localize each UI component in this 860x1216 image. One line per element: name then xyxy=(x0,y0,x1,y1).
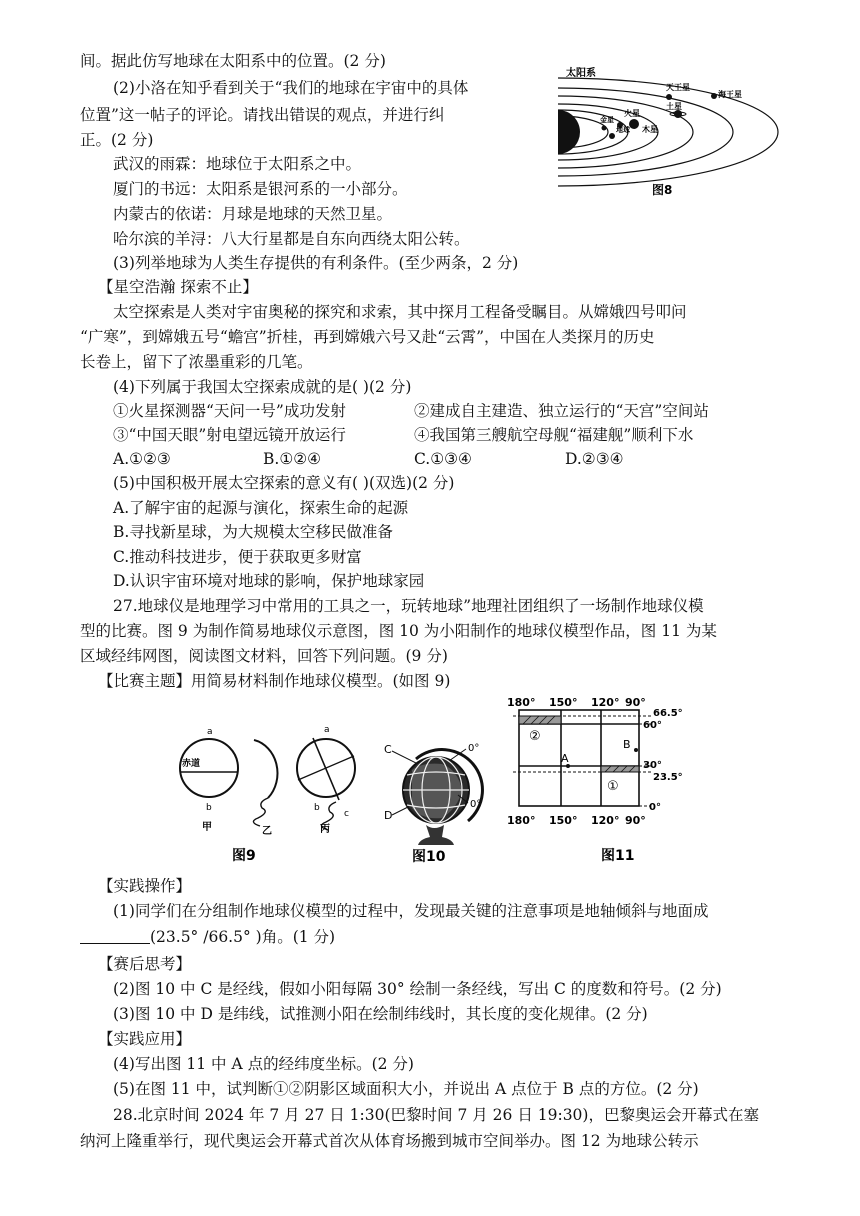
text-line: 位置”这一帖子的评论。请找出错误的观点，并进行纠 xyxy=(80,106,445,124)
fig9-c-label: c xyxy=(344,809,349,819)
fig10-zero-bottom: 0° xyxy=(470,799,482,810)
section-heading: 【星空浩瀚 探索不止】 xyxy=(98,278,258,296)
paragraph-line: 型的比赛。图 9 为制作简易地球仪示意图，图 10 为小阳制作的地球仪模型作品，图 11 为某 xyxy=(80,622,717,640)
choice-d: D.认识宇宙环境对地球的影响，保护地球家园 xyxy=(113,572,425,590)
fig9-pole-a-2: a xyxy=(324,725,330,735)
question-3: (3)列举地球为人类生存提供的有利条件。(至少两条，2 分) xyxy=(113,254,519,272)
fig11-lat-60: 60° xyxy=(643,720,662,731)
paragraph-line: 区域经纬网图，阅读图文材料，回答下列问题。(9 分) xyxy=(80,647,448,665)
section-heading: 【实践应用】 xyxy=(98,1030,192,1048)
question-2: (2)图 10 中 C 是经线，假如小阳每隔 30° 绘制一条经线，写出 C 的度数和符号。(2 分) xyxy=(113,980,722,998)
fig9-equator-label: 赤道 xyxy=(182,759,201,769)
fig11-top-lon-120: 120° xyxy=(591,696,620,709)
label-jupiter: 木星 xyxy=(642,125,658,134)
choice-c: C.①③④ xyxy=(414,450,472,468)
option-item: ①火星探测器“天问一号”成功发射 xyxy=(113,402,346,420)
option-item: ②建成自主建造、独立运行的“天宫”空间站 xyxy=(414,402,709,420)
label-saturn: 土星 xyxy=(666,102,682,111)
fig10-label-D: D xyxy=(384,809,393,822)
choice-a: A.了解宇宙的起源与演化，探索生命的起源 xyxy=(113,499,409,517)
label-earth: 地球 xyxy=(616,126,630,134)
comment-neimenggu: 内蒙古的依诺：月球是地球的天然卫星。 xyxy=(113,205,393,223)
fig11-bottom-lon-150: 150° xyxy=(549,814,578,827)
fig10-caption: 图10 xyxy=(412,849,446,865)
fig11-label-A: A xyxy=(561,752,569,765)
fig11-top-lon-150: 150° xyxy=(549,696,578,709)
fig11-bottom-lon-120: 120° xyxy=(591,814,620,827)
choice-b: B.①②④ xyxy=(263,450,322,468)
fig11-bottom-lon-90: 90° xyxy=(625,814,646,827)
comment-wuhan: 武汉的雨霖：地球位于太阳系之中。 xyxy=(113,155,362,173)
fig10-label-C: C xyxy=(384,743,392,756)
choice-a: A.①②③ xyxy=(113,450,171,468)
label-venus: 金星 xyxy=(600,116,614,124)
fig10-zero-top: 0° xyxy=(468,743,480,754)
figure-9-globe-making xyxy=(176,720,376,865)
question-2: (2)小洛在知乎看到关于“我们的地球在宇宙中的具体 xyxy=(113,79,469,97)
text-line: 正。(2 分) xyxy=(80,131,154,149)
fig9-pole-b: b xyxy=(206,803,212,813)
choice-c: C.推动科技进步，便于获取更多财富 xyxy=(113,548,362,566)
fig8-caption: 图8 xyxy=(652,183,673,197)
paragraph-line: 太空探索是人类对宇宙奥秘的探究和求索，其中探月工程备受瞩目。从嫦娥四号叩问 xyxy=(113,303,687,321)
question-28: 28.北京时间 2024 年 7 月 27 日 1:30(巴黎时间 7 月 26 日 19:30)，巴黎奥运会开幕式在塞 xyxy=(113,1106,759,1124)
shaded-region-1 xyxy=(601,766,639,772)
point-B xyxy=(634,748,638,752)
fig11-lat-30: 30° xyxy=(643,760,662,771)
choice-b: B.寻找新星球，为大规模太空移民做准备 xyxy=(113,523,393,541)
fig11-top-lon-90: 90° xyxy=(625,696,646,709)
fig11-lat-66-5: 66.5° xyxy=(653,708,683,719)
label-mars: 火星 xyxy=(624,109,640,118)
angle-options: (23.5° /66.5° )角。(1 分) xyxy=(150,928,336,946)
comment-harbin: 哈尔滨的羊浔：八大行星都是自东向西绕太阳公转。 xyxy=(113,230,470,248)
label-neptune: 海王星 xyxy=(718,90,742,99)
question-5: (5)在图 11 中，试判断①②阴影区域面积大小，并说出 A 点位于 B 点的方位。(2 分) xyxy=(113,1080,699,1098)
question-1: (1)同学们在分组制作地球仪模型的过程中，发现最关键的注意事项是地轴倾斜与地面成 xyxy=(113,902,709,920)
figure-10-globe-model xyxy=(376,735,491,865)
option-item: ④我国第三艘航空母舰“福建舰”顺利下水 xyxy=(414,426,694,444)
fig11-bottom-lon-180: 180° xyxy=(507,814,536,827)
fig11-top-lon-180: 180° xyxy=(507,696,536,709)
paragraph-line: 长卷上，留下了浓墨重彩的几笔。 xyxy=(80,353,313,371)
fig9-name-jia: 甲 xyxy=(202,822,212,833)
fig11-lat-0: 0° xyxy=(649,802,661,813)
fig9-pole-b-2: b xyxy=(314,803,320,813)
fig11-region-2-label: ② xyxy=(529,729,541,744)
paragraph-line: 纳河上隆重举行，现代奥运会开幕式首次从体育场搬到城市空间举办。图 12 为地球公转示 xyxy=(80,1132,699,1150)
answer-blank xyxy=(80,927,150,944)
label-uranus: 天王星 xyxy=(666,83,690,92)
text-line: 间。据此仿写地球在太阳系中的位置。(2 分) xyxy=(80,52,386,70)
choice-d: D.②③④ xyxy=(565,450,624,468)
question-4: (4)写出图 11 中 A 点的经纬度坐标。(2 分) xyxy=(113,1055,414,1073)
fig9-name-yi: 乙 xyxy=(262,826,272,837)
fig11-region-1-label: ① xyxy=(607,779,619,794)
section-heading: 【赛后思考】 xyxy=(98,955,192,973)
section-heading: 【实践操作】 xyxy=(98,877,192,895)
question-1-blank-line xyxy=(80,926,335,948)
figure-11-graticule xyxy=(505,690,695,865)
question-3: (3)图 10 中 D 是纬线，试推测小阳在绘制纬线时，其长度的变化规律。(2 分) xyxy=(113,1005,648,1023)
fig9-caption: 图9 xyxy=(232,848,256,864)
paragraph-line: “广寒”，到嫦娥五号“蟾宫”折桂，再到嫦娥六号又赴“云霄”，中国在人类探月的历史 xyxy=(80,328,655,346)
fig11-caption: 图11 xyxy=(601,848,635,864)
comment-xiamen: 厦门的书远：太阳系是银河系的一小部分。 xyxy=(113,180,408,198)
option-item: ③“中国天眼”射电望远镜开放运行 xyxy=(113,426,346,444)
question-4: (4)下列属于我国太空探索成就的是( )(2 分) xyxy=(113,378,412,396)
question-27: 27.地球仪是地理学习中常用的工具之一，玩转地球”地理社团组织了一场制作地球仪模 xyxy=(113,597,704,615)
section-heading: 【比赛主题】用简易材料制作地球仪模型。(如图 9) xyxy=(98,672,451,690)
figure-8-solar-system xyxy=(558,60,783,200)
fig11-lat-23-5: 23.5° xyxy=(653,772,683,783)
fig8-title: 太阳系 xyxy=(566,68,596,79)
question-5: (5)中国积极开展太空探索的意义有( )(双选)(2 分) xyxy=(113,474,455,492)
fig11-label-B: B xyxy=(623,738,631,751)
fig9-pole-a: a xyxy=(207,727,213,737)
fig9-name-bing: 丙 xyxy=(320,824,330,835)
